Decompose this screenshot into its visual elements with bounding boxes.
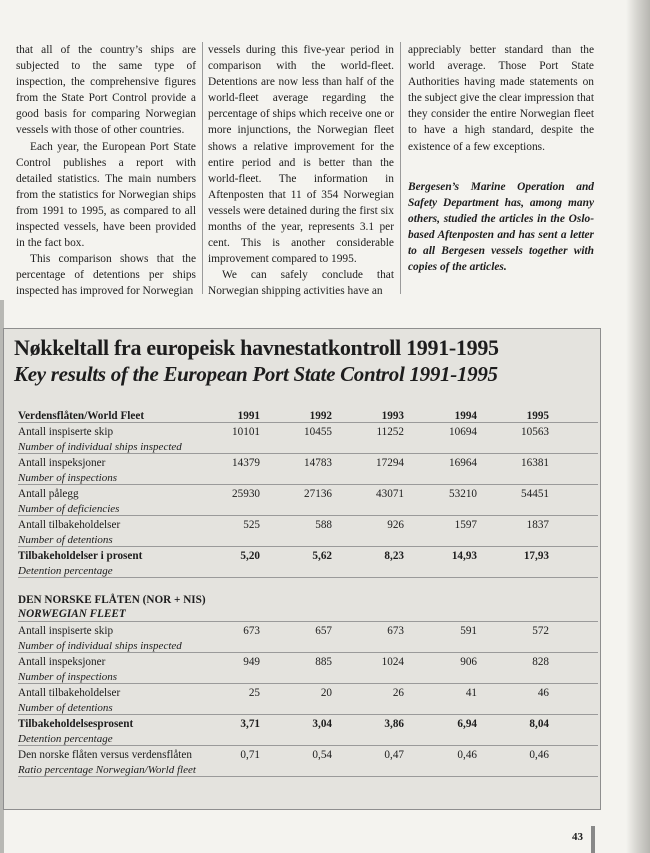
editor-note: Bergesen’s Marine Operation and Safety Department has, among many others, studied the articles in the Oslo-based Aftenposten and has sent a letter to all Bergesen vessels together with copies of the articles. [408,180,594,274]
paragraph: that all of the country’s ships are subjected to the same type of inspection, the comprehensive figures from the State Port Control provide a good basis for comparing Norwegian vessels with those of other countries. [16,44,196,137]
table-row [18,423,598,454]
table-cell: 10694 [449,426,477,438]
table-cell: 27136 [304,488,332,500]
table-cell: 25930 [232,488,260,500]
table-cell: 0,46 [529,749,549,761]
table-cell: 5,20 [240,550,260,562]
table-cell: 53210 [449,488,477,500]
fact-box-title-norwegian: Nøkkeltall fra europeisk havnestatkontroll 1991-1995 [14,335,499,360]
row-label-english: Number of individual ships inspected [18,640,182,652]
row-label: Antall pålegg [18,488,79,500]
fact-box [3,328,601,810]
table-cell: 926 [387,519,404,531]
table-row [18,622,598,653]
table-row [18,485,598,516]
table-cell: 657 [315,625,332,637]
paragraph: Each year, the European Port State Control publishes a report with detailed statistics. The main numbers from the statistics for Norwegian ships from 1991 to 1995, as compared to all inspected vessels, have been provided in the fact box. [16,140,196,250]
row-label: Antall inspiserte skip [18,625,114,637]
table-cell: 1837 [526,519,549,531]
table-cell: 525 [243,519,260,531]
table-cell: 8,04 [529,718,549,730]
table-cell: 43071 [376,488,404,500]
table-cell: 14379 [232,457,260,469]
year-header: 1993 [381,410,404,422]
row-label: Antall tilbakeholdelser [18,687,121,699]
table-cell: 14,93 [451,550,477,562]
paragraph: appreciably better standard than the world average. Those Port State Authorities having made statements on the subject give the clear impression that they consider the entire Norwegian fleet to have a high standard, despite the existence of a few exceptions. [408,44,594,153]
table-cell: 54451 [521,488,549,500]
section-heading: DEN NORSKE FLÅTEN (NOR + NIS) [18,594,206,606]
table-cell: 673 [243,625,260,637]
table-cell: 26 [392,687,404,699]
row-label: Tilbakeholdelsesprosent [18,718,134,730]
row-label-english: Number of deficiencies [18,503,120,515]
row-label-english: Number of detentions [18,702,113,714]
paragraph: vessels during this five-year period in comparison with the world-fleet. Detentions are now less than half of the world-fleet average regarding the percentage of ships which receive one or more injunctions, the Norwegian fleet shows a relative improvement for the entire period and is better than the world-fleet. The information in Aftenposten that 11 of 354 Norwegian vessels were detained during the first six months of the year, represents 3.1 per cent. This is another considerable improvement compared to 1995. [208,44,394,266]
table-cell: 6,94 [457,718,477,730]
table-cell: 0,54 [312,749,332,761]
row-label-english: Number of inspections [18,671,117,683]
article-column-3 [408,42,594,275]
table-cell: 591 [460,625,477,637]
row-label: Antall inspeksjoner [18,457,106,469]
article-column-1 [16,42,196,300]
table-cell: 3,71 [240,718,260,730]
table-cell: 46 [537,687,549,699]
table-cell: 906 [460,656,477,668]
table-cell: 588 [315,519,332,531]
row-label-english: Number of individual ships inspected [18,441,182,453]
table-cell: 572 [532,625,549,637]
table-cell: 1597 [454,519,477,531]
table-cell: 1024 [381,656,404,668]
world-fleet-heading: Verdensflåten/World Fleet [18,410,145,422]
table-row [18,715,598,746]
row-label: Antall inspeksjoner [18,656,106,668]
fact-box-title-english: Key results of the European Port State Control 1991-1995 [14,362,498,386]
table-row [18,746,598,777]
table-spacer [18,578,598,594]
table-row [18,516,598,547]
norwegian-fleet-heading [18,594,598,622]
table-cell: 11252 [376,426,404,438]
row-label: Tilbakeholdelser i prosent [18,550,143,562]
table-cell: 25 [248,687,260,699]
page-number: 43 [572,831,583,843]
table-row [18,653,598,684]
section-heading-english: NORWEGIAN FLEET [18,608,126,620]
statistics-table [18,407,598,777]
table-row [18,454,598,485]
table-cell: 17294 [376,457,404,469]
table-cell: 5,62 [312,550,332,562]
table-cell: 3,04 [312,718,332,730]
table-cell: 828 [532,656,549,668]
table-cell: 10563 [521,426,549,438]
row-label-english: Number of inspections [18,472,117,484]
year-header: 1995 [526,410,549,422]
year-header: 1992 [309,410,332,422]
table-row [18,547,598,578]
table-cell: 949 [243,656,260,668]
column-divider [202,42,203,294]
table-cell: 0,71 [240,749,260,761]
row-label-english: Ratio percentage Norwegian/World fleet [18,764,196,776]
table-cell: 673 [387,625,404,637]
row-label-english: Number of detentions [18,534,113,546]
column-divider [400,42,401,294]
table-row [18,684,598,715]
table-cell: 8,23 [384,550,404,562]
paragraph: We can safely conclude that Norwegian shipping activities have an [208,269,394,298]
table-cell: 0,47 [384,749,404,761]
year-header: 1994 [454,410,477,422]
table-header-row [18,407,598,423]
year-header: 1991 [237,410,260,422]
table-cell: 20 [320,687,332,699]
table-cell: 0,46 [457,749,477,761]
row-label-english: Detention percentage [18,565,113,577]
row-label: Den norske flåten versus verdensflåten [18,749,192,761]
article-columns [16,42,596,298]
table-cell: 10455 [304,426,332,438]
table-cell: 3,86 [384,718,404,730]
table-cell: 41 [465,687,477,699]
paragraph: This comparison shows that the percentage of detentions per ships inspected has improved for Norwegian [16,253,196,298]
table-cell: 16381 [521,457,549,469]
table-cell: 17,93 [523,550,549,562]
row-label-english: Detention percentage [18,733,113,745]
table-cell: 14783 [304,457,332,469]
row-label: Antall inspiserte skip [18,426,114,438]
table-cell: 10101 [232,426,260,438]
article-column-2 [208,42,394,300]
page-number-bar [591,826,595,853]
row-label: Antall tilbakeholdelser [18,519,121,531]
page-binding-edge [626,0,650,853]
table-cell: 885 [315,656,332,668]
table-cell: 16964 [449,457,477,469]
